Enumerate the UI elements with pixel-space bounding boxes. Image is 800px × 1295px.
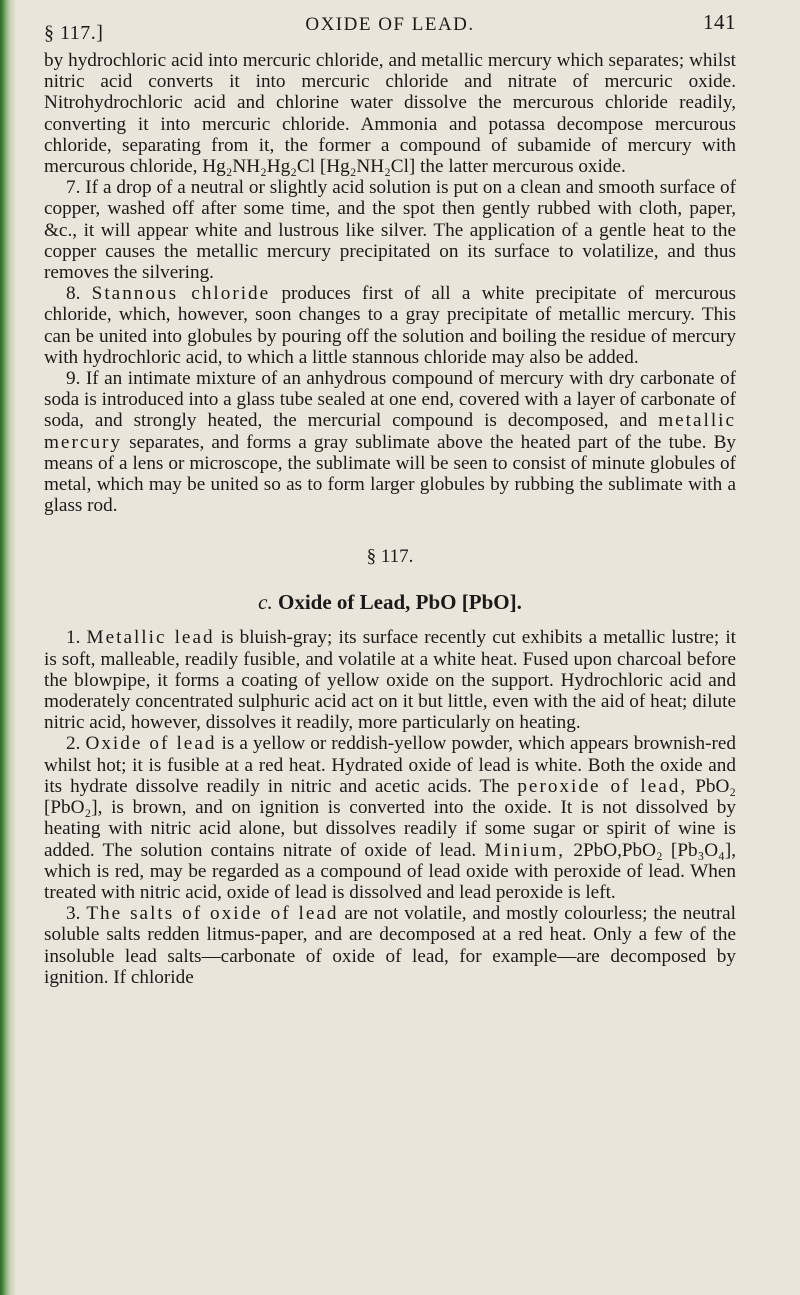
lead-paragraph-3 (44, 903, 736, 988)
paragraph-text: If an intimate mixture of an anhydrous compound of mercury with dry carbonate of soda is introduced into a glass tube sealed at one end, covered with a layer of carbonate of soda, and strongly heated, the mercurial compound is decomposed, and (44, 368, 736, 432)
paragraph-lead-term: Stannous chloride (91, 283, 271, 305)
emphasized-term: metallic mercury (44, 410, 737, 453)
paragraph-text: is bluish-gray; its surface recently cut exhibits a metallic lustre; it is soft, malleable, readily fusible, and volatile at a white heat. Fused upon charcoal before the blowpipe, it forms a coating of yellow oxide on the support. Hydrochloric acid and moderately concentrated sulphuric acid act on it but little, even with the aid of heat; dilute nitric acid, however, dissolves it readily, more particularly on heating. (44, 627, 736, 734)
lead-paragraph-1 (44, 627, 736, 733)
paragraph-text: produces first of all a white precipitate of mercurous chloride, which, however, soon changes to a gray precipitate of metallic mercury. This can be united into globules by pouring off the solution and boiling the residue of mercury with hydrochloric acid, to which a little stannous chloride may also be added. (44, 283, 737, 368)
paragraph-number: 1. (66, 627, 81, 649)
paragraph-text: are not volatile, and mostly colourless; the neutral soluble salts redden litmus-paper, and are decomposed at a red heat. Only a few of the insoluble lead salts—carbonate of oxide of lead, for example—are decomposed by ignition. If chloride (44, 903, 737, 988)
paragraph-text: If a drop of a neutral or slightly acid solution is put on a clean and smooth surface of copper, washed off after some time, and the spot then gently rubbed with cloth, paper, &c., it will appear white and lustrous like silver. The application of a gentle heat to the copper causes the metallic mercury precipitated on its surface to volatilize, and thus removes the silvering. (44, 177, 737, 284)
paragraph-lead-term: Oxide of lead (85, 733, 217, 755)
paragraph-8 (44, 283, 736, 368)
paragraph-number: 2. (66, 733, 81, 755)
section-number: § 117. (366, 546, 414, 568)
paragraph-number: 3. (66, 903, 81, 925)
paragraph-lead-term: The salts of oxide of lead (86, 903, 339, 925)
book-binding-edge (0, 0, 16, 1295)
paragraph-text: 2PbO,PbO₂ [Pb₃O₄], which is red, may be regarded as a compound of lead oxide with peroxide of lead. When treated with nitric acid, oxide of lead is dissolved and lead peroxide is left. (44, 839, 737, 903)
paragraph-text: by hydrochloric acid into mercuric chloride, and metallic mercury which separates; whilst nitric acid converts it into mercuric chloride and nitrate of mercuric oxide. Nitrohydrochloric acid and chlorine water dissolve the mercurous chloride readily, converting it into mercuric chloride. Ammonia and potassa decompose mercurous chloride, separating from it, the former a compound of subamide of mercury with mercurous chloride, Hg₂NH₂Hg₂Cl [Hg₂NH₂Cl] the latter mercurous oxide. (44, 50, 736, 178)
emphasized-term: peroxide of lead, (517, 775, 688, 797)
paragraph-7 (44, 177, 736, 283)
section-letter: c. (258, 590, 273, 615)
page-number: 141 (703, 10, 736, 34)
emphasized-term: Minium, (484, 839, 566, 861)
paragraph-9 (44, 368, 736, 516)
paragraph-text: separates, and forms a gray sublimate above the heated part of the tube. By means of a lens or microscope, the sublimate will be seen to consist of minute globules of metal, which may be united so as to form larger globules by rubbing the sublimate with a glass rod. (44, 431, 737, 517)
book-page (44, 10, 736, 988)
section-reference: § 117.] (44, 22, 104, 44)
paragraph-number: 7. (66, 177, 81, 199)
paragraph-text: PbO₂ [PbO₂], is brown, and on ignition is converted into the oxide. It is not dissolved by heating with nitric acid alone, but dissolves readily if some sugar or spirit of wine is added. The solution contains nitrate of oxide of lead. (44, 775, 736, 861)
paragraph-lead-term: Metallic lead (86, 627, 215, 649)
lead-paragraph-2 (44, 733, 736, 903)
running-header (44, 10, 736, 50)
paragraph-text: is a yellow or reddish-yellow powder, which appears brownish-red whilst hot; it is fusible at a red heat. Hydrated oxide of lead is white. Both the oxide and its hydrate dissolve readily in nitric and acetic acids. The (44, 733, 737, 797)
paragraph-continuation (44, 50, 736, 177)
section-heading-text: Oxide of Lead, PbO [PbO]. (277, 590, 522, 615)
paragraph-number: 9. (66, 368, 81, 390)
page-title: OXIDE OF LEAD. (305, 14, 475, 35)
section-heading (44, 590, 736, 615)
paragraph-number: 8. (66, 283, 81, 305)
